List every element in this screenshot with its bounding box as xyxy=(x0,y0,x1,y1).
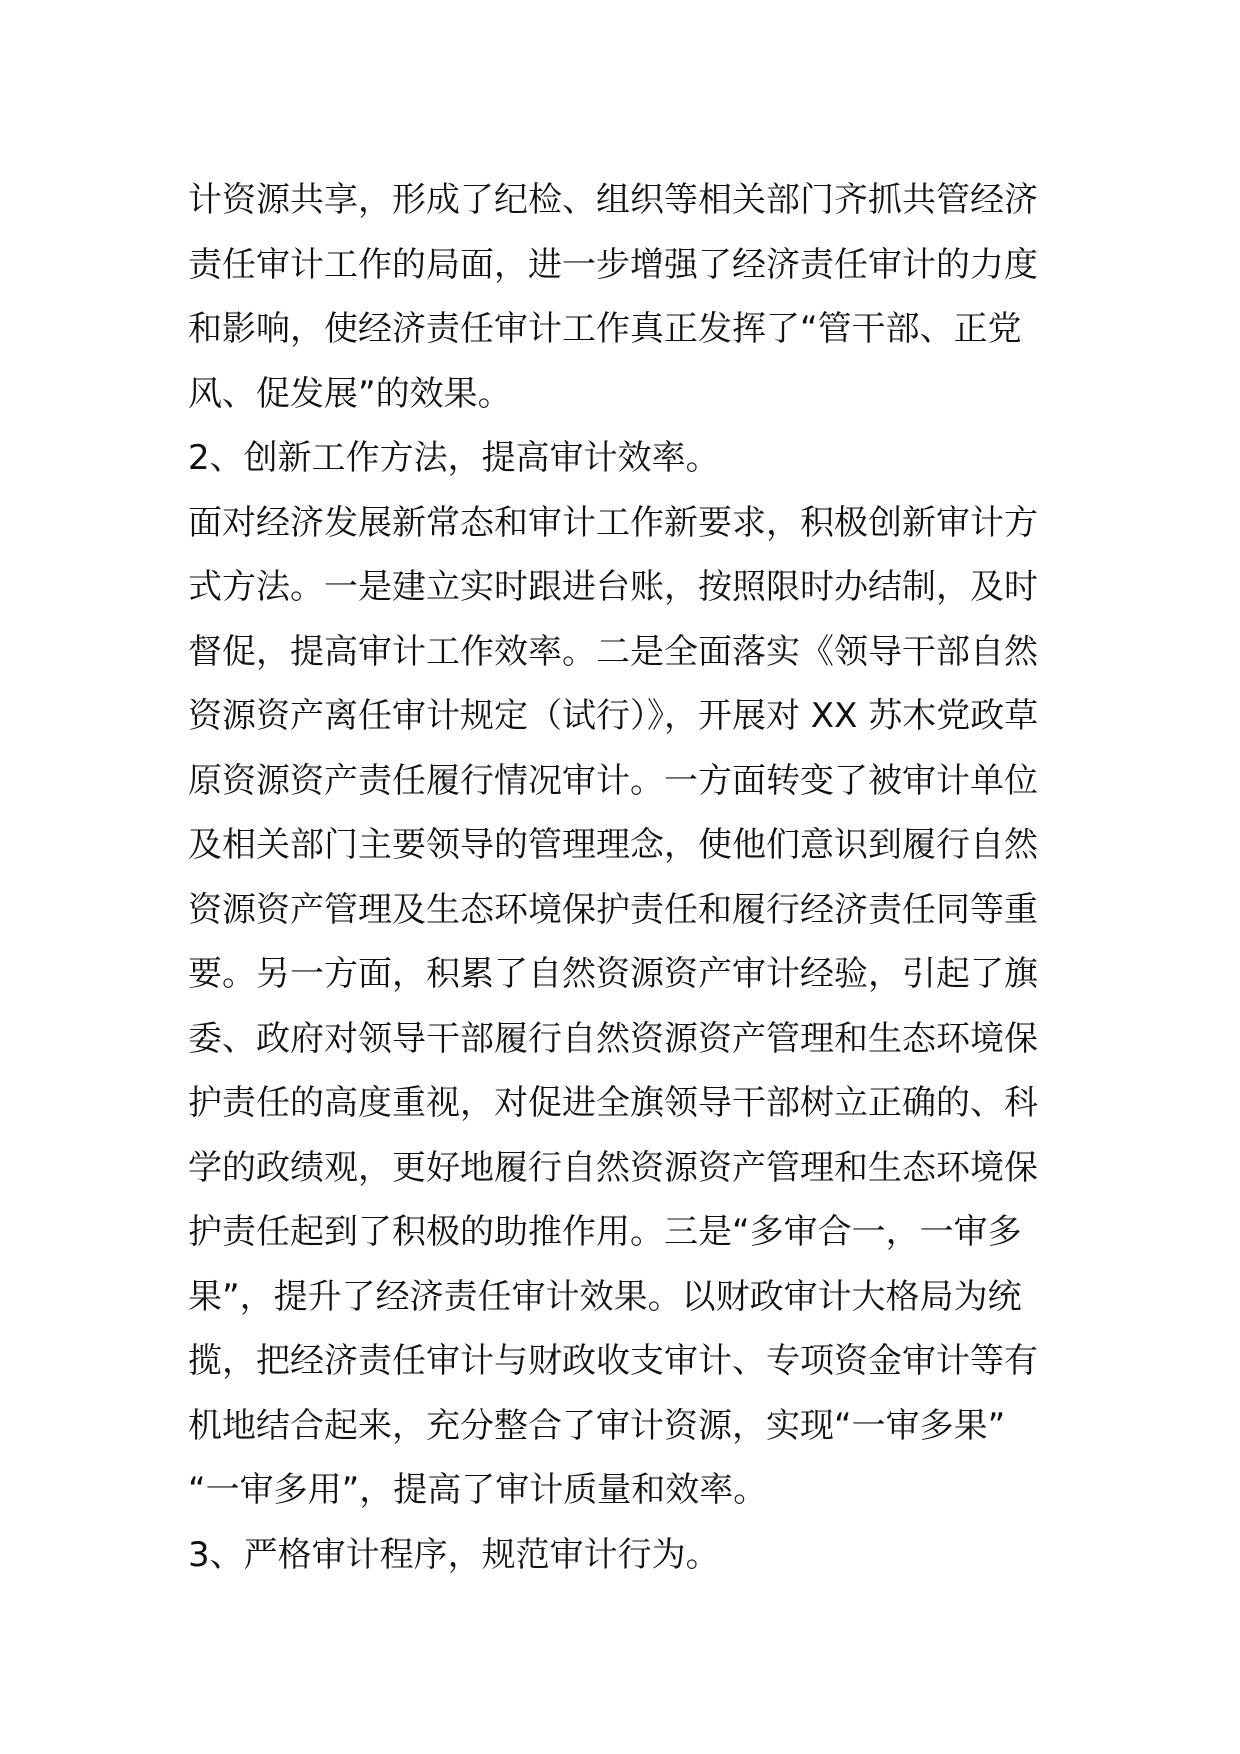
text-line: 委、政府对领导干部履行自然资源资产管理和生态环境保 xyxy=(188,1018,1038,1059)
text-line: 责任审计工作的局面，进一步增强了经济责任审计的力度 xyxy=(188,244,1038,285)
text-line: 风、促发展”的效果。 xyxy=(188,373,512,414)
text-line: 式方法。一是建立实时跟进台账，按照限时办结制，及时 xyxy=(188,567,1038,607)
section-heading: 2、创新工作方法，提高审计效率。 xyxy=(188,438,720,478)
text-line: 护责任起到了积极的助推作用。三是“多审合一，一审多 xyxy=(188,1212,1022,1252)
body-text xyxy=(188,168,1058,1587)
text-line: 面对经济发展新常态和审计工作新要求，积极创新审计方 xyxy=(188,502,1038,543)
text-line: 督促，提高审计工作效率。二是全面落实《领导干部自然 xyxy=(188,631,1038,672)
text-line: 资源资产离任审计规定（试行）》，开展对 XX 苏木党政草 xyxy=(188,696,1039,736)
text-line: 资源资产管理及生态环境保护责任和履行经济责任同等重 xyxy=(188,889,1038,930)
section-heading: 3、严格审计程序，规范审计行为。 xyxy=(188,1534,720,1575)
text-line: 计资源共享，形成了纪检、组织等相关部门齐抓共管经济 xyxy=(188,180,1038,220)
text-line: 原资源资产责任履行情况审计。一方面转变了被审计单位 xyxy=(188,760,1038,801)
text-line: 和影响，使经济责任审计工作真正发挥了“管干部、正党 xyxy=(188,309,1022,349)
text-line: “一审多用”，提高了审计质量和效率。 xyxy=(188,1470,768,1510)
text-line: 学的政绩观，更好地履行自然资源资产管理和生态环境保 xyxy=(188,1147,1038,1188)
text-line: 护责任的高度重视，对促进全旗领导干部树立正确的、科 xyxy=(188,1083,1038,1123)
text-line: 揽，把经济责任审计与财政收支审计、专项资金审计等有 xyxy=(188,1341,1038,1381)
text-line: 机地结合起来，充分整合了审计资源，实现“一审多果” xyxy=(188,1405,1006,1446)
text-line: 要。另一方面，积累了自然资源资产审计经验，引起了旗 xyxy=(188,954,1038,994)
text-line: 及相关部门主要领导的管理理念，使他们意识到履行自然 xyxy=(188,825,1038,865)
text-line: 果”，提升了经济责任审计效果。以财政审计大格局为统 xyxy=(188,1276,1022,1317)
